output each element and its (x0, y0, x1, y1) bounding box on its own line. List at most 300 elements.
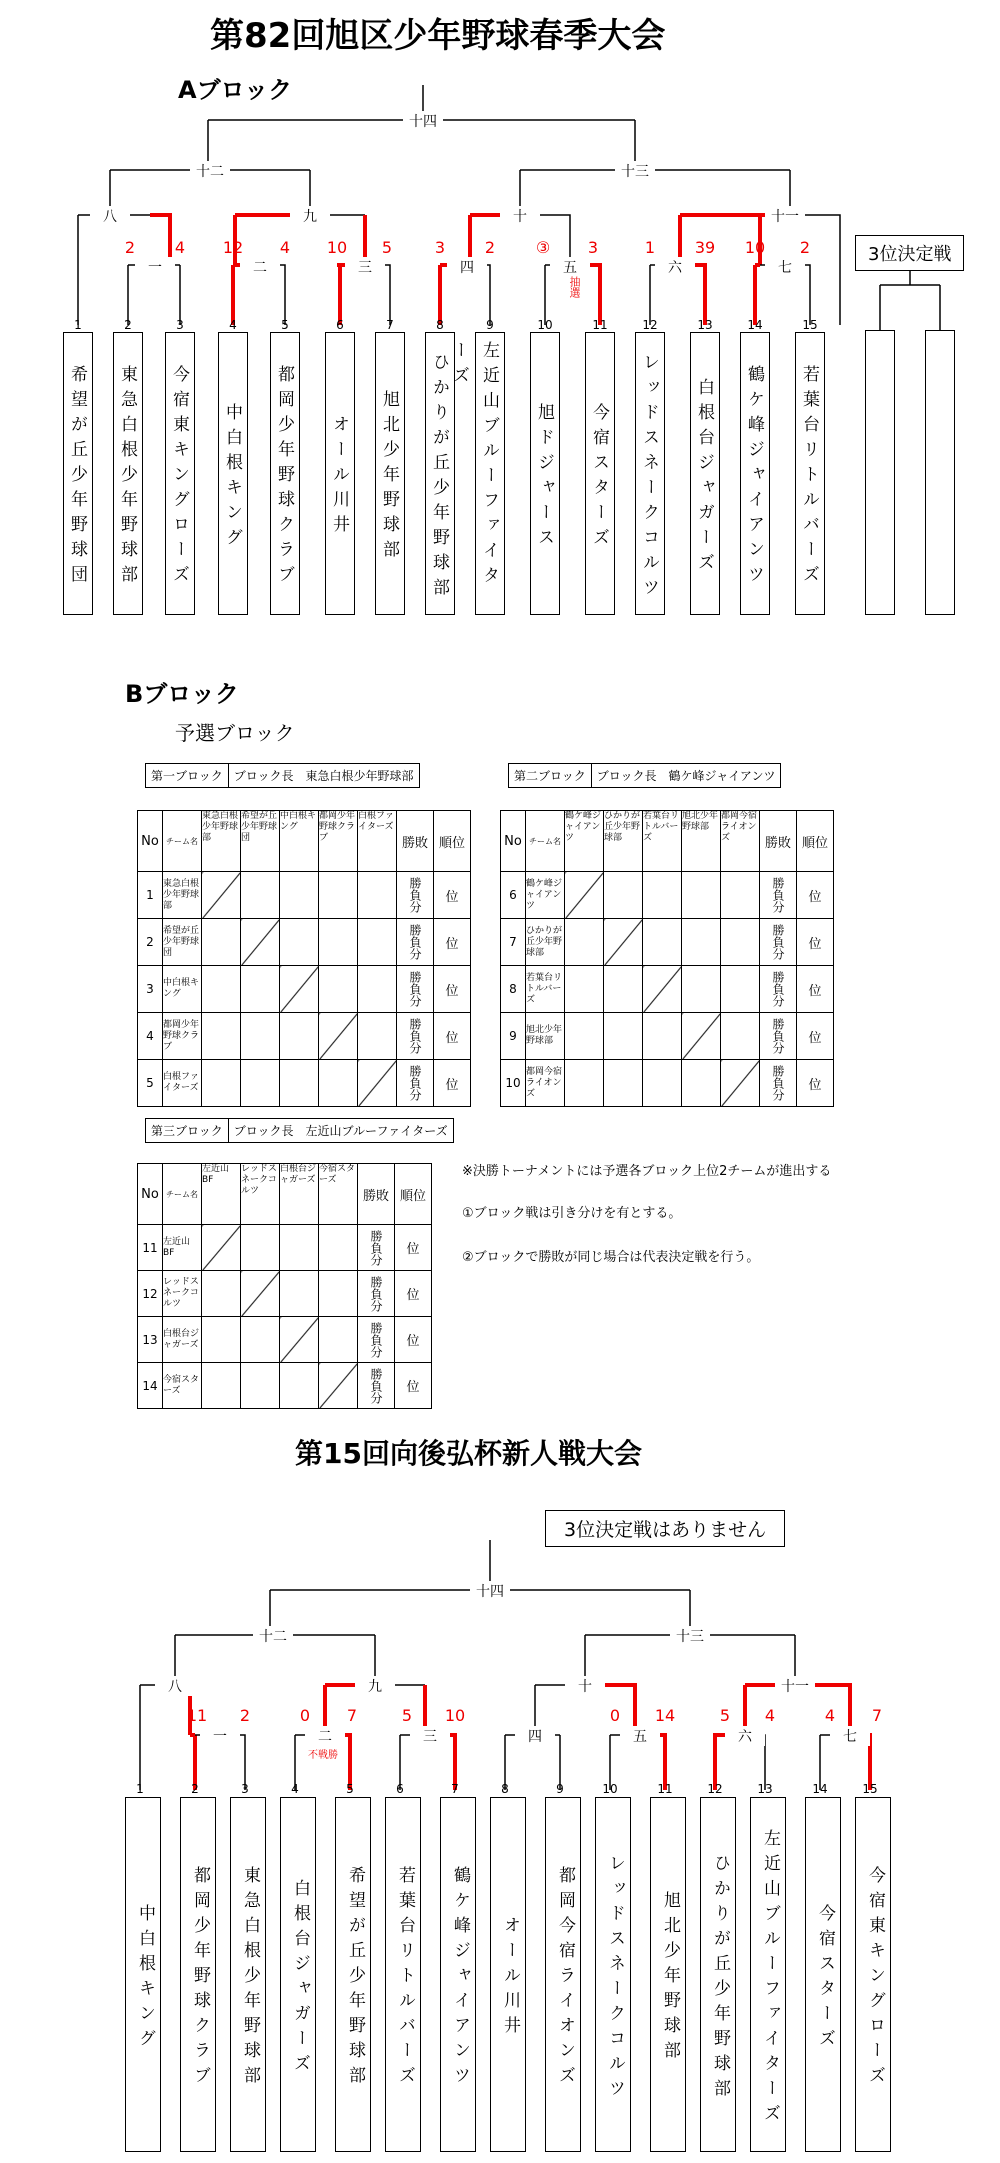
row-number: 11 (138, 1225, 163, 1271)
col-team-header: チーム名 (163, 1164, 202, 1225)
seed-number: 4 (229, 318, 237, 332)
round-label-final: 十四 (470, 1581, 510, 1601)
team-slot: 白根台ジャガーズ (690, 332, 720, 615)
score: 3 (587, 238, 599, 257)
row-rank: 位 (797, 919, 834, 966)
match-cell (319, 872, 358, 919)
seed-number: 8 (436, 318, 444, 332)
row-rank: 位 (434, 919, 471, 966)
group-leader: ブロック長 東急白根少年野球部 (228, 764, 419, 787)
row-team: 中白根キング (163, 966, 202, 1013)
row-rank: 位 (434, 966, 471, 1013)
col-no-header: No (138, 1164, 163, 1225)
row-rank: 位 (797, 966, 834, 1013)
team-slot: 希望が丘少年野球団 (63, 332, 93, 615)
match-cell (682, 1013, 721, 1060)
tournament-a-title: 第82回旭区少年野球春季大会 (210, 16, 666, 56)
round-label-r1: 一 (200, 1726, 240, 1746)
seed-number: 8 (501, 1782, 509, 1796)
match-cell (241, 1317, 280, 1363)
round-label-r1: 六 (725, 1726, 765, 1746)
round-label-r1: 一 (135, 257, 175, 277)
match-cell (319, 1271, 358, 1317)
round-label-qf: 十一 (765, 206, 805, 226)
rule-note: ②ブロックで勝敗が同じ場合は代表決定戦を行う。 (462, 1250, 760, 1265)
opponent-header: 鶴ケ峰ジャイアンツ (565, 811, 604, 872)
score: 4 (279, 238, 291, 257)
table-row (501, 966, 834, 1013)
round-label-semi: 十三 (670, 1626, 710, 1646)
row-rank: 位 (797, 1060, 834, 1107)
opponent-header: 都岡少年野球クラブ (319, 811, 358, 872)
team-slot: 若葉台リトルバーズ (385, 1797, 421, 2152)
score: 2 (484, 238, 496, 257)
seed-number: 12 (642, 318, 658, 332)
match-cell (643, 919, 682, 966)
match-cell (319, 1013, 358, 1060)
table-row (138, 919, 471, 966)
score: 0 (609, 1706, 621, 1725)
round-label-qf: 十一 (775, 1676, 815, 1696)
match-cell (682, 1060, 721, 1107)
match-cell (202, 966, 241, 1013)
opponent-header: 左近山BF (202, 1164, 241, 1225)
round-label-qf: 十 (500, 206, 540, 226)
row-result: 勝負分 (397, 1060, 434, 1107)
table-row (138, 966, 471, 1013)
match-cell (202, 1271, 241, 1317)
group-name: 第三ブロック (151, 1124, 223, 1138)
match-cell (565, 1013, 604, 1060)
match-cell (280, 1363, 319, 1409)
group-name: 第一ブロック (151, 769, 223, 783)
table-row (138, 872, 471, 919)
team-slot: 旭北少年野球部 (375, 332, 405, 615)
score: 0 (299, 1706, 311, 1725)
match-cell (643, 1060, 682, 1107)
row-team: 左近山BF (163, 1225, 202, 1271)
seed-number: 7 (451, 1782, 459, 1796)
match-cell (358, 1060, 397, 1107)
score: 11 (186, 1706, 208, 1725)
match-cell (643, 1013, 682, 1060)
seed-number: 2 (191, 1782, 199, 1796)
seed-number: 11 (657, 1782, 673, 1796)
row-rank: 位 (434, 1013, 471, 1060)
opponent-header: 白根ファイターズ (358, 811, 397, 872)
match-cell (682, 919, 721, 966)
row-result: 勝負分 (358, 1225, 395, 1271)
table-row (501, 872, 834, 919)
team-slot: 東急白根少年野球部 (113, 332, 143, 615)
seed-number: 11 (592, 318, 608, 332)
round-label-qf: 九 (355, 1676, 395, 1696)
team-slot: 東急白根少年野球部 (230, 1797, 266, 2152)
row-result: 勝負分 (760, 966, 797, 1013)
group-header (145, 1118, 454, 1143)
prelim-label: 予選ブロック (175, 721, 295, 745)
round-label-r1: 三 (410, 1726, 450, 1746)
match-cell (721, 1013, 760, 1060)
seed-number: 13 (757, 1782, 773, 1796)
row-number: 10 (501, 1060, 526, 1107)
score: 5 (719, 1706, 731, 1725)
round-label-qf: 九 (290, 206, 330, 226)
row-number: 14 (138, 1363, 163, 1409)
match-cell (202, 1013, 241, 1060)
league-table (500, 810, 834, 1107)
score: 5 (401, 1706, 413, 1725)
match-cell (202, 1225, 241, 1271)
row-rank: 位 (434, 1060, 471, 1107)
score: 4 (764, 1706, 776, 1725)
match-cell (202, 919, 241, 966)
match-cell (280, 1225, 319, 1271)
match-cell (721, 966, 760, 1013)
match-cell (565, 919, 604, 966)
score: ③ (535, 238, 551, 257)
round-label-semi: 十三 (615, 161, 655, 181)
col-result-header: 勝敗 (760, 811, 797, 872)
row-rank: 位 (797, 1013, 834, 1060)
match-cell (241, 919, 280, 966)
league-table (137, 1163, 432, 1409)
score: 39 (694, 238, 716, 257)
score: 2 (124, 238, 136, 257)
match-cell (280, 919, 319, 966)
row-result: 勝負分 (358, 1271, 395, 1317)
opponent-header: 白根台ジャガーズ (280, 1164, 319, 1225)
team-slot: 左近山ブルーファイターズ (750, 1797, 786, 2152)
team-slot: 希望が丘少年野球部 (335, 1797, 371, 2152)
match-cell (280, 1060, 319, 1107)
team-slot: 鶴ケ峰ジャイアンツ (740, 332, 770, 615)
match-cell (241, 1013, 280, 1060)
col-no-header: No (138, 811, 163, 872)
table-row (138, 1013, 471, 1060)
round-label-r1: 二 (240, 257, 280, 277)
row-team: 白根ファイターズ (163, 1060, 202, 1107)
team-slot: 今宿スターズ (585, 332, 615, 615)
team-slot: 旭ドジャース (530, 332, 560, 615)
third-place-slot (925, 330, 955, 615)
col-no-header: No (501, 811, 526, 872)
row-team: 白根台ジャガーズ (163, 1317, 202, 1363)
team-slot: レッドスネークコルツ (635, 332, 665, 615)
seed-number: 1 (136, 1782, 144, 1796)
col-result-header: 勝敗 (358, 1164, 395, 1225)
league-table (137, 810, 471, 1107)
group-name: 第二ブロック (514, 769, 586, 783)
match-cell (721, 872, 760, 919)
match-cell (280, 1317, 319, 1363)
team-slot: 中白根キング (125, 1797, 161, 2152)
team-slot: 若葉台リトルバーズ (795, 332, 825, 615)
round-label-r1: 六 (655, 257, 695, 277)
table-row (138, 1225, 432, 1271)
match-cell (358, 966, 397, 1013)
seed-number: 15 (862, 1782, 878, 1796)
match-cell (721, 919, 760, 966)
match-cell (358, 872, 397, 919)
row-team: 鶴ケ峰ジャイアンツ (526, 872, 565, 919)
team-slot: 旭北少年野球部 (650, 1797, 686, 2152)
third-place-label: 3位決定戦 (855, 235, 964, 271)
match-cell (241, 1225, 280, 1271)
match-cell (319, 919, 358, 966)
team-slot: 都岡今宿ライオンズ (545, 1797, 581, 2152)
match-cell (202, 1060, 241, 1107)
opponent-header: 東急白根少年野球部 (202, 811, 241, 872)
seed-number: 2 (124, 318, 132, 332)
match-cell (202, 1363, 241, 1409)
match-cell (682, 966, 721, 1013)
match-cell (319, 966, 358, 1013)
opponent-header: レッドスネークコルツ (241, 1164, 280, 1225)
row-rank: 位 (395, 1271, 432, 1317)
row-number: 12 (138, 1271, 163, 1317)
match-cell (241, 1060, 280, 1107)
score: 10 (444, 1706, 466, 1725)
group-header (145, 763, 420, 788)
row-result: 勝負分 (397, 1013, 434, 1060)
opponent-header: 若葉台リトルバーズ (643, 811, 682, 872)
score: 4 (824, 1706, 836, 1725)
match-cell (241, 1363, 280, 1409)
row-rank: 位 (395, 1225, 432, 1271)
tournament-c-title: 第15回向後弘杯新人戦大会 (295, 1437, 642, 1470)
match-cell (643, 872, 682, 919)
rule-note: ①ブロック戦は引き分けを有とする。 (462, 1206, 682, 1221)
score: 2 (799, 238, 811, 257)
match-cell (202, 872, 241, 919)
seed-number: 14 (812, 1782, 828, 1796)
match-cell (241, 872, 280, 919)
block-a-label: Aブロック (178, 76, 293, 104)
col-team-header: チーム名 (163, 811, 202, 872)
round-label-r1: 七 (830, 1726, 870, 1746)
row-team: 希望が丘少年野球団 (163, 919, 202, 966)
match-cell (202, 1317, 241, 1363)
round-label-qf: 十 (565, 1676, 605, 1696)
opponent-header: 今宿スターズ (319, 1164, 358, 1225)
row-number: 13 (138, 1317, 163, 1363)
round-label-qf: 八 (155, 1676, 195, 1696)
forfeit-note: 不戦勝 (308, 1750, 338, 1761)
group-header (508, 763, 781, 788)
seed-number: 13 (697, 318, 713, 332)
seed-number: 9 (486, 318, 494, 332)
score: 14 (654, 1706, 676, 1725)
seed-number: 1 (74, 318, 82, 332)
opponent-header: 旭北少年野球部 (682, 811, 721, 872)
team-slot: 今宿東キングローズ (165, 332, 195, 615)
round-label-r1: 七 (765, 257, 805, 277)
round-label-qf: 八 (90, 206, 130, 226)
team-slot: 中白根キング (218, 332, 248, 615)
lottery-note: 抽選 (568, 276, 581, 298)
row-team: 東急白根少年野球部 (163, 872, 202, 919)
score: 1 (644, 238, 656, 257)
team-slot: 今宿東キングローズ (855, 1797, 891, 2152)
round-label-semi: 十二 (190, 161, 230, 181)
row-team: 若葉台リトルバーズ (526, 966, 565, 1013)
third-place-slot (865, 330, 895, 615)
match-cell (319, 1363, 358, 1409)
match-cell (280, 1271, 319, 1317)
col-result-header: 勝敗 (397, 811, 434, 872)
opponent-header: 希望が丘少年野球団 (241, 811, 280, 872)
team-slot: レッドスネークコルツ (595, 1797, 631, 2152)
seed-number: 4 (291, 1782, 299, 1796)
row-team: 都岡少年野球クラブ (163, 1013, 202, 1060)
match-cell (604, 1013, 643, 1060)
row-number: 7 (501, 919, 526, 966)
row-number: 8 (501, 966, 526, 1013)
team-slot: 都岡少年野球クラブ (270, 332, 300, 615)
seed-number: 5 (346, 1782, 354, 1796)
rule-note: ※決勝トーナメントには予選各ブロック上位2チームが進出する (462, 1164, 832, 1179)
row-rank: 位 (797, 872, 834, 919)
team-slot: ひかりが丘少年野球部 (700, 1797, 736, 2152)
row-rank: 位 (395, 1363, 432, 1409)
row-result: 勝負分 (358, 1317, 395, 1363)
score: 3 (434, 238, 446, 257)
team-slot: 都岡少年野球クラブ (180, 1797, 216, 2152)
score: 5 (381, 238, 393, 257)
score: 7 (871, 1706, 883, 1725)
round-label-r1: 二 (305, 1726, 345, 1746)
row-rank: 位 (434, 872, 471, 919)
score: 4 (174, 238, 186, 257)
match-cell (319, 1225, 358, 1271)
round-label-final: 十四 (403, 111, 443, 131)
row-result: 勝負分 (397, 966, 434, 1013)
row-number: 4 (138, 1013, 163, 1060)
row-result: 勝負分 (760, 872, 797, 919)
score: 12 (222, 238, 244, 257)
seed-number: 10 (602, 1782, 618, 1796)
seed-number: 9 (556, 1782, 564, 1796)
seed-number: 6 (336, 318, 344, 332)
row-team: 都岡今宿ライオンズ (526, 1060, 565, 1107)
row-team: 今宿スターズ (163, 1363, 202, 1409)
match-cell (241, 966, 280, 1013)
row-number: 6 (501, 872, 526, 919)
row-number: 2 (138, 919, 163, 966)
row-result: 勝負分 (760, 1013, 797, 1060)
row-rank: 位 (395, 1317, 432, 1363)
col-team-header: チーム名 (526, 811, 565, 872)
row-result: 勝負分 (358, 1363, 395, 1409)
seed-number: 7 (386, 318, 394, 332)
match-cell (604, 919, 643, 966)
score: 10 (326, 238, 348, 257)
bracket-c-lines (0, 1530, 1000, 1810)
team-slot: ひかりが丘少年野球部 (425, 332, 455, 615)
match-cell (280, 872, 319, 919)
row-result: 勝負分 (760, 919, 797, 966)
table-row (138, 1060, 471, 1107)
match-cell (604, 966, 643, 1013)
match-cell (358, 919, 397, 966)
match-cell (682, 872, 721, 919)
round-label-r1: 三 (345, 257, 385, 277)
match-cell (319, 1060, 358, 1107)
col-rank-header: 順位 (395, 1164, 432, 1225)
team-slot: 白根台ジャガーズ (280, 1797, 316, 2152)
team-slot: オール川井 (490, 1797, 526, 2152)
table-row (501, 919, 834, 966)
round-label-r1: 五 (550, 257, 590, 277)
seed-number: 3 (241, 1782, 249, 1796)
team-slot: 今宿スターズ (805, 1797, 841, 2152)
table-row (138, 1271, 432, 1317)
team-slot: 鶴ケ峰ジャイアンツ (440, 1797, 476, 2152)
block-b-label: Bブロック (125, 680, 239, 708)
match-cell (604, 1060, 643, 1107)
row-number: 9 (501, 1013, 526, 1060)
match-cell (565, 966, 604, 1013)
seed-number: 10 (537, 318, 553, 332)
match-cell (565, 872, 604, 919)
row-team: レッドスネークコルツ (163, 1271, 202, 1317)
row-number: 1 (138, 872, 163, 919)
seed-number: 12 (707, 1782, 723, 1796)
match-cell (565, 1060, 604, 1107)
match-cell (241, 1271, 280, 1317)
group-leader: ブロック長 鶴ケ峰ジャイアンツ (591, 764, 781, 787)
score: 10 (744, 238, 766, 257)
match-cell (319, 1317, 358, 1363)
no-third-place-note: 3位決定戦はありません (545, 1510, 785, 1547)
opponent-header: ひかりが丘少年野球部 (604, 811, 643, 872)
row-team: ひかりが丘少年野球部 (526, 919, 565, 966)
round-label-r1: 四 (515, 1726, 555, 1746)
seed-number: 5 (281, 318, 289, 332)
table-row (501, 1060, 834, 1107)
score: 2 (239, 1706, 251, 1725)
match-cell (358, 1013, 397, 1060)
opponent-header: 中白根キング (280, 811, 319, 872)
match-cell (280, 1013, 319, 1060)
seed-number: 3 (176, 318, 184, 332)
match-cell (604, 872, 643, 919)
opponent-header: 都岡今宿ライオンズ (721, 811, 760, 872)
score: 7 (346, 1706, 358, 1725)
match-cell (280, 966, 319, 1013)
group-leader: ブロック長 左近山ブルーファイターズ (228, 1119, 453, 1142)
row-result: 勝負分 (397, 872, 434, 919)
seed-number: 15 (802, 318, 818, 332)
round-label-r1: 五 (620, 1726, 660, 1746)
col-rank-header: 順位 (797, 811, 834, 872)
seed-number: 14 (747, 318, 763, 332)
round-label-r1: 四 (447, 257, 487, 277)
match-cell (721, 1060, 760, 1107)
team-slot: 左近山ブルーファイターズ (475, 332, 505, 615)
row-result: 勝負分 (760, 1060, 797, 1107)
team-slot: オール川井 (325, 332, 355, 615)
seed-number: 6 (396, 1782, 404, 1796)
row-team: 旭北少年野球部 (526, 1013, 565, 1060)
row-result: 勝負分 (397, 919, 434, 966)
col-rank-header: 順位 (434, 811, 471, 872)
row-number: 3 (138, 966, 163, 1013)
table-row (138, 1363, 432, 1409)
bracket-a-lines (0, 0, 1000, 330)
table-row (138, 1317, 432, 1363)
